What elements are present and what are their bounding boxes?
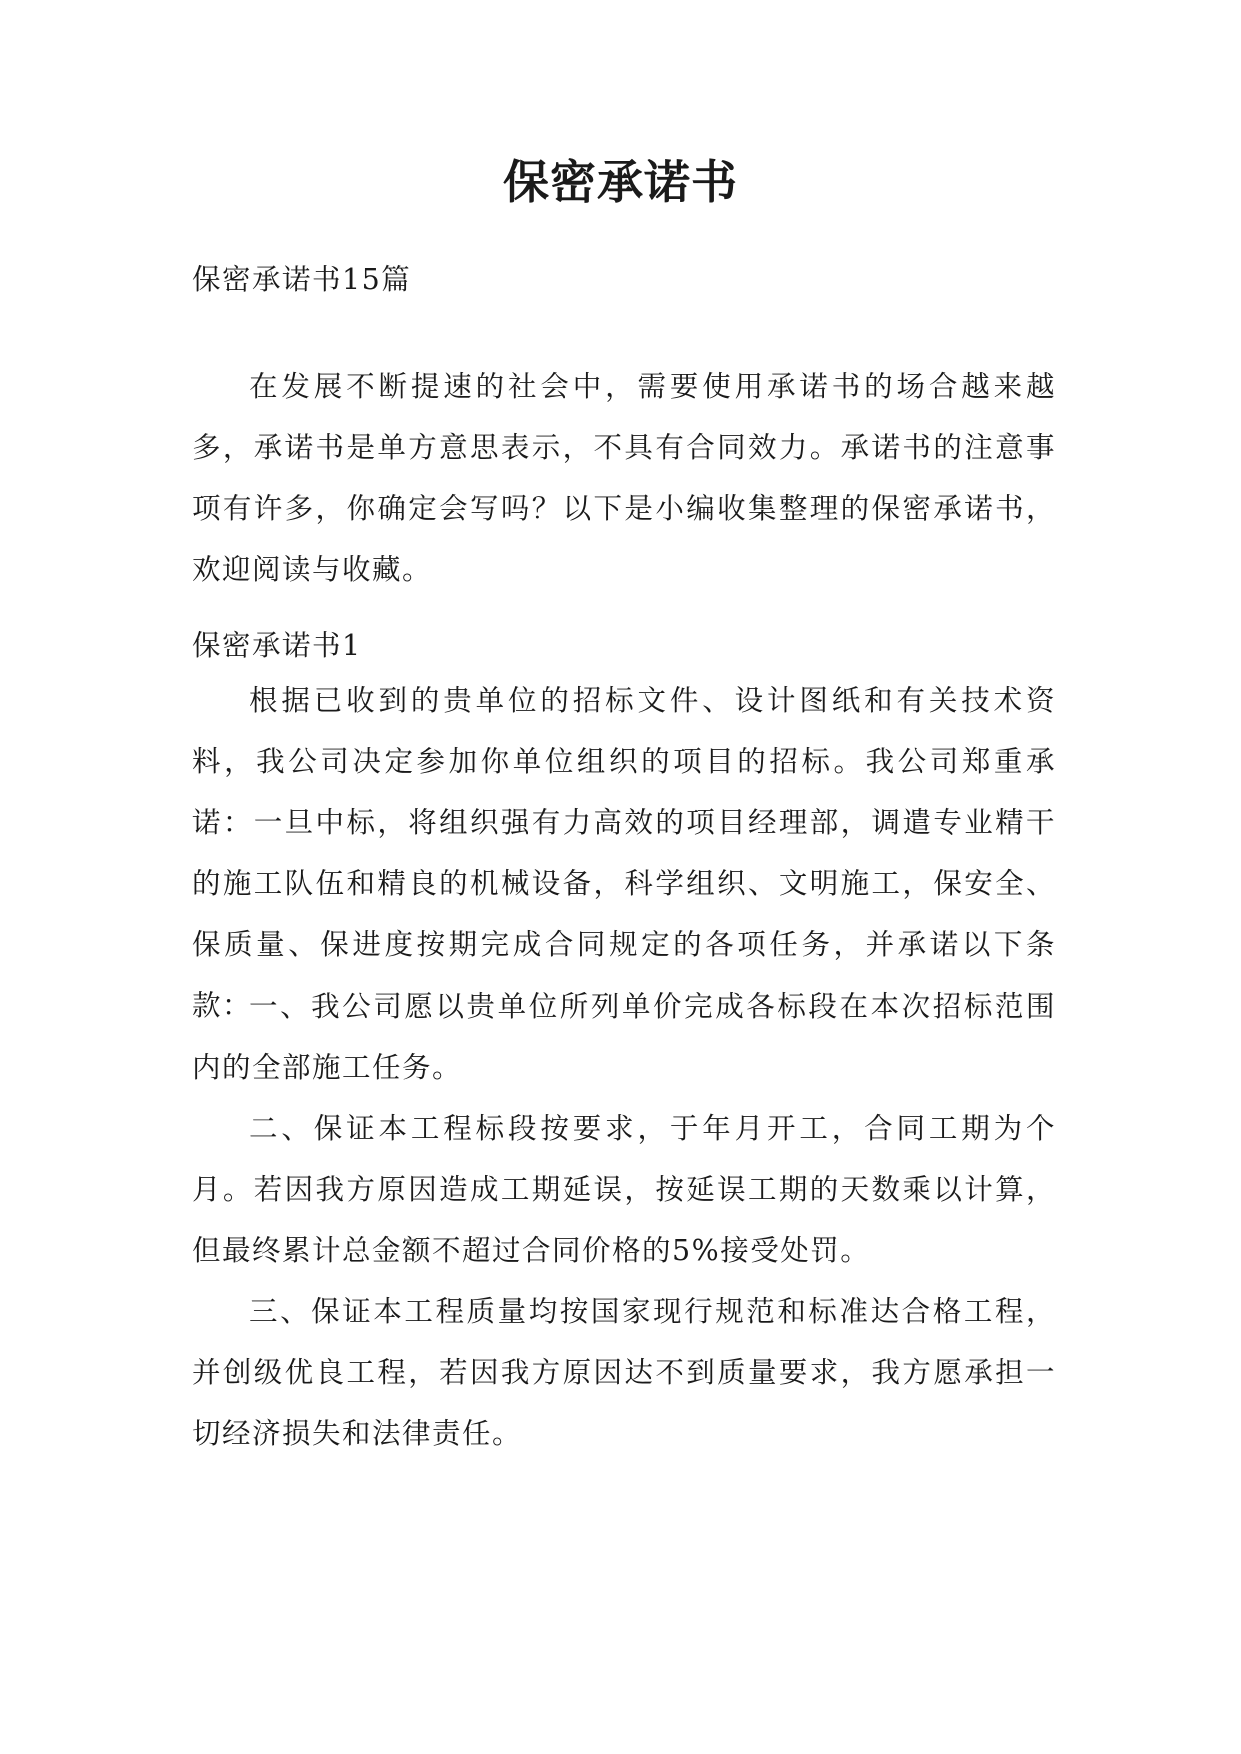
section-heading: 保密承诺书1 <box>192 629 362 662</box>
intro-paragraph: 在发展不断提速的社会中，需要使用承诺书的场合越来越多，承诺书是单方意思表示，不具有合同效力。承诺书的注意事项有许多，你确定会写吗？以下是小编收集整理的保密承诺书，欢迎阅读与收藏。 <box>192 370 1056 586</box>
body-paragraph-4: 三、保证本工程质量均按国家现行规范和标准达合格工程，并创级优良工程，若因我方原因达不到质量要求，我方愿承担一切经济损失和法律责任。 <box>192 1295 1056 1450</box>
document-subtitle: 保密承诺书15篇 <box>192 263 412 296</box>
body-paragraph-1: 根据已收到的贵单位的招标文件、设计图纸和有关技术资料，我公司决定参加你单位组织的项目的招标。我公司郑重承诺：一旦中标，将组织强有力高效的项目经理部，调遣专业精干的施工队伍和精良的机械设备，科学组织、文明施工，保安全、保质量、保进度按期完成合同规定的各项任务，并承诺以下条款： <box>192 684 1056 1022</box>
body-paragraph-2: 一、我公司愿以贵单位所列单价完成各标段在本次招标范围内的全部施工任务。 <box>192 990 1056 1084</box>
document-title: 保密承诺书 <box>503 155 738 209</box>
body-paragraph-3: 二、保证本工程标段按要求，于年月开工，合同工期为个月。若因我方原因造成工期延误，按延误工期的天数乘以计算，但最终累计总金额不超过合同价格的5%接受处罚。 <box>192 1112 1056 1267</box>
